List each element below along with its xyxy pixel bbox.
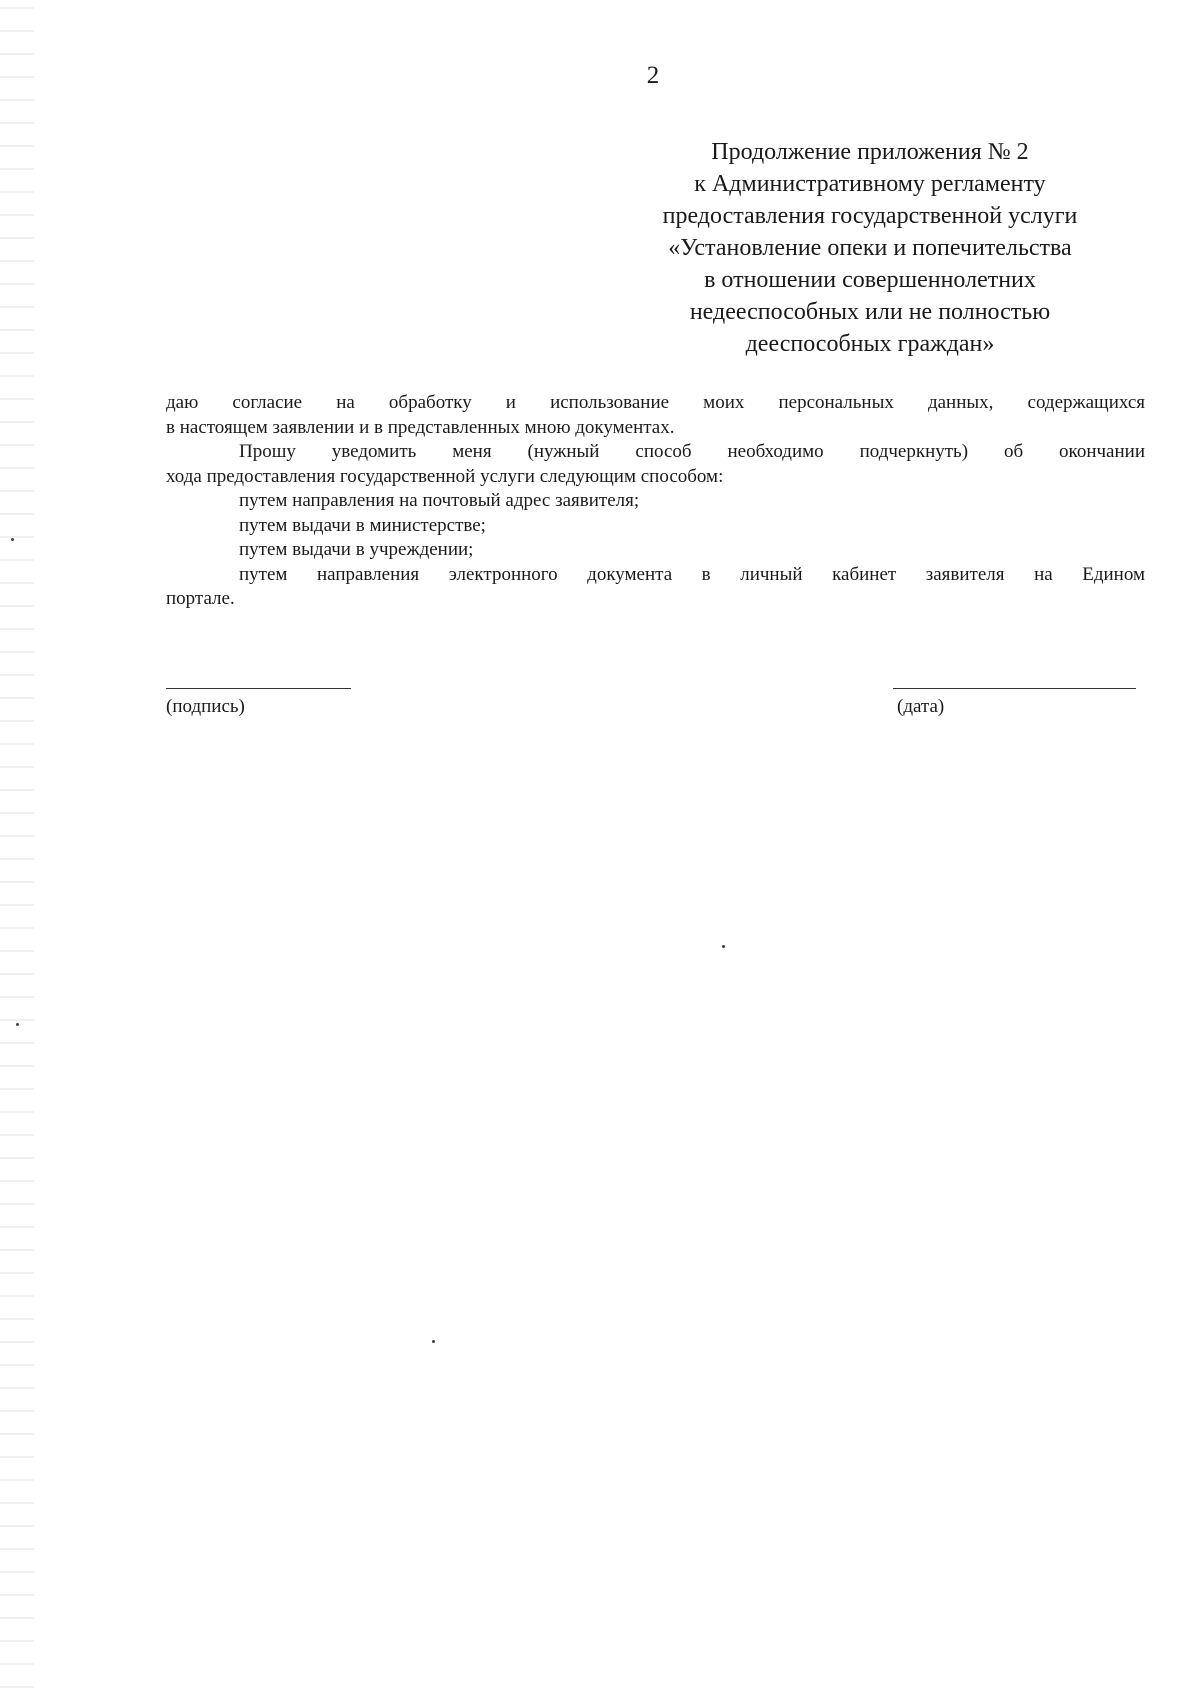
notification-option-continuation: портале. [166, 588, 235, 609]
date-line [893, 688, 1136, 689]
notification-option: путем направления электронного документа в личный кабинет заявителя на Едином [239, 563, 1145, 585]
annex-heading-line: предоставления государственной услуги [662, 203, 1078, 229]
consent-paragraph-line: в настоящем заявлении и в представленных мною документах. [166, 416, 675, 438]
annex-heading-line: Продолжение приложения № 2 [711, 139, 1029, 165]
annex-heading-line: «Установление опеки и попечительства [668, 235, 1072, 261]
consent-paragraph-line: даю согласие на обработку и использование моих персональных данных, содержащихся [166, 392, 1145, 413]
notification-option: путем выдачи в министерстве; [239, 514, 486, 536]
signature-label: (подпись) [166, 696, 245, 717]
scan-speck [16, 1023, 19, 1026]
annex-heading-line: к Административному регламенту [694, 171, 1046, 197]
annex-heading [620, 136, 1120, 360]
scan-speck [432, 1340, 435, 1343]
scan-edge-noise [0, 0, 34, 1697]
annex-heading-line: дееспособных граждан» [745, 331, 995, 357]
signature-line [166, 688, 351, 689]
notification-option: путем направления на почтовый адрес заявителя; [239, 490, 640, 511]
annex-heading-line: в отношении совершеннолетних [704, 267, 1036, 293]
notification-option: путем выдачи в учреждении; [239, 539, 474, 560]
scan-speck [722, 945, 725, 948]
request-paragraph-line: хода предоставления государственной услуги следующим способом: [166, 465, 724, 487]
body-text [166, 391, 1145, 612]
annex-heading-line: недееспособных или не полностью [689, 299, 1051, 325]
scan-speck [11, 538, 14, 541]
request-paragraph-line: Прошу уведомить меня (нужный способ необходимо подчеркнуть) об окончании [239, 441, 1145, 462]
date-label: (дата) [897, 696, 945, 717]
page-number: 2 [646, 62, 660, 89]
